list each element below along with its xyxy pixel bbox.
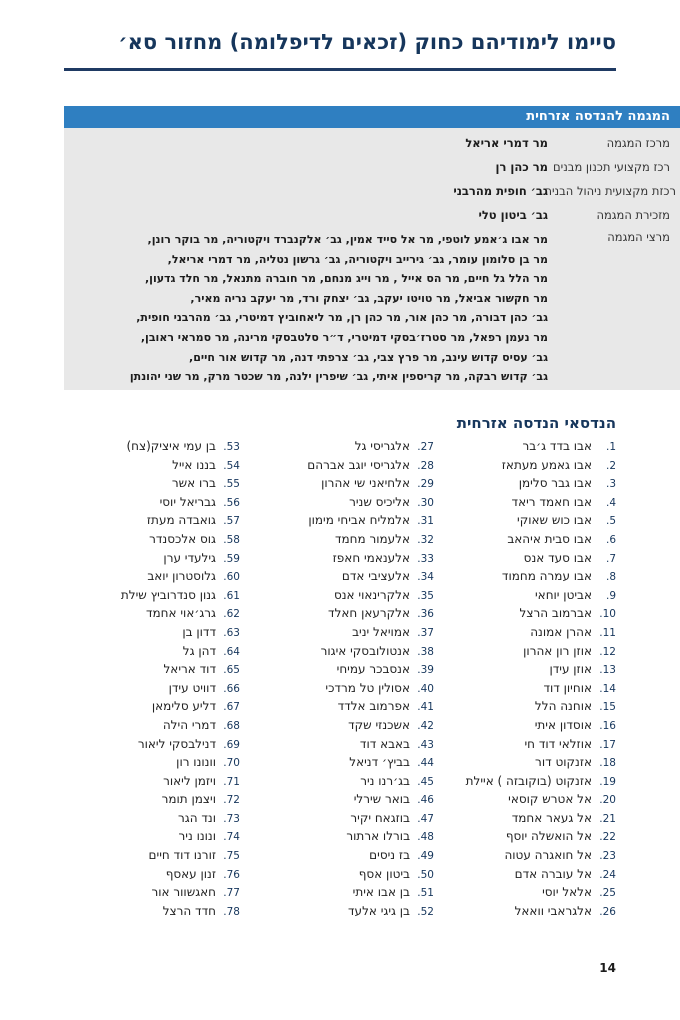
- lecturers-line: מר נעמן רפאל, מר סטרז׳בסקי דמיטרי, ד״ר סלטבסקי מרינה, מר סמראי ראובן,: [140, 330, 548, 344]
- graduate-name: אמויאל יניב: [352, 624, 410, 639]
- graduate-list-item: [90, 642, 240, 661]
- graduate-name: אלמליח אביחי מימון: [308, 513, 410, 528]
- graduate-number: 18.: [599, 757, 616, 770]
- graduate-name: גילעדי ערן: [163, 550, 216, 565]
- graduate-list-item: [90, 567, 240, 586]
- graduate-number: 48.: [417, 831, 434, 844]
- graduate-name: בואר שירלי: [353, 792, 410, 807]
- graduate-number: 33.: [417, 552, 434, 565]
- graduate-list-item: [284, 474, 434, 493]
- staff-name: גב׳ ביטון טלי: [478, 208, 548, 222]
- graduate-name: אהרן אמונה: [530, 624, 592, 639]
- graduate-name: אלעמור מחמד: [334, 531, 410, 546]
- graduate-number: 43.: [417, 738, 434, 751]
- graduate-number: 28.: [417, 459, 434, 472]
- graduate-name: אלגריסי גל: [354, 439, 410, 453]
- graduate-name: אבו סעד אנס: [523, 550, 592, 565]
- graduate-name: ביטון אסף: [358, 866, 410, 881]
- graduate-list-item: [90, 511, 240, 530]
- graduate-list-item: [90, 530, 240, 549]
- graduate-list-item: [466, 474, 616, 493]
- page-title: סיימו לימודיהם כחוק (זכאים לדיפלומה) מחזור סא׳: [118, 30, 616, 54]
- graduate-number: 45.: [417, 775, 434, 788]
- graduate-name: אשכנזי שקד: [348, 717, 410, 732]
- graduate-list-item: [90, 753, 240, 772]
- graduate-list-item: [466, 456, 616, 475]
- graduate-list-item: [90, 456, 240, 475]
- graduate-name: אל הואשלה יוסף: [505, 829, 592, 844]
- graduate-name: גנון סנדרוביץ שילת: [120, 587, 216, 602]
- title-divider: [64, 68, 616, 71]
- graduate-list-item: [90, 827, 240, 846]
- graduate-name: גואבדה מעתז: [146, 513, 216, 528]
- staff-role: רכז מקצועי תכנון מבנים: [553, 160, 670, 174]
- graduate-number: 23.: [599, 850, 616, 863]
- graduate-name: בוזגאח יקיר: [350, 810, 410, 825]
- graduate-list-item: [466, 623, 616, 642]
- graduate-number: 1.: [605, 441, 616, 453]
- graduate-list-item: [466, 549, 616, 568]
- graduate-name: בן עמי איציק(צח): [126, 439, 216, 453]
- graduate-number: 74.: [223, 831, 240, 844]
- staff-role: מרכז המגמה: [606, 136, 670, 150]
- graduate-list-item: [284, 604, 434, 623]
- graduate-list-item: [284, 642, 434, 661]
- graduate-number: 25.: [599, 887, 616, 900]
- graduate-name: אבו כוש שאוקי: [517, 513, 592, 528]
- graduate-number: 68.: [223, 719, 240, 732]
- graduate-number: 47.: [417, 812, 434, 825]
- graduate-name: בננו אייל: [172, 457, 216, 472]
- graduates-column-3: [90, 437, 240, 920]
- lecturers-line: גב׳ כהן דבורה, מר כהן אור, מר כהן רן, מר ליאחוביץ דמיטרי, גב׳ מהרבני חופית,: [136, 311, 548, 325]
- graduate-name: אלעציבי אדם: [341, 569, 410, 584]
- graduate-number: 52.: [417, 905, 434, 918]
- graduate-number: 63.: [223, 626, 240, 639]
- graduate-number: 16.: [599, 719, 616, 732]
- graduate-name: אוזן רון אהרון: [523, 643, 592, 658]
- graduate-name: ויצמן תומר: [161, 792, 216, 807]
- graduate-number: 71.: [223, 775, 240, 788]
- graduate-name: אלגראבי וואאל: [514, 903, 592, 918]
- graduates-column-2: [284, 437, 434, 920]
- graduate-number: 38.: [417, 645, 434, 658]
- graduate-name: חדד הרצל: [162, 903, 216, 918]
- graduate-list-item: [466, 511, 616, 530]
- graduate-list-item: [90, 902, 240, 921]
- graduate-list-item: [284, 716, 434, 735]
- graduate-list-item: [466, 679, 616, 698]
- graduate-name: אלקרעאן חאלד: [328, 606, 410, 621]
- graduate-number: 7.: [605, 552, 616, 565]
- graduate-number: 14.: [599, 682, 616, 695]
- graduate-list-item: [284, 623, 434, 642]
- graduate-number: 70.: [223, 757, 240, 770]
- graduate-list-item: [90, 883, 240, 902]
- graduate-number: 9.: [605, 589, 616, 602]
- graduate-name: דדון בן: [182, 624, 216, 639]
- graduate-number: 69.: [223, 738, 240, 751]
- graduate-number: 77.: [223, 887, 240, 900]
- graduate-number: 35.: [417, 589, 434, 602]
- graduate-name: אוחנה הלל: [534, 699, 592, 714]
- graduate-name: בג׳רנו ניר: [360, 773, 410, 788]
- graduate-list-item: [284, 735, 434, 754]
- graduate-name: ויזמן ליאור: [163, 773, 216, 788]
- lecturers-line: מר חקשור אביאל, מר טויטו יעקב, גב׳ יצחק ורד, מר יעקב נריה מאיר,: [190, 291, 548, 305]
- graduate-name: אל געאר אחמד: [511, 810, 592, 825]
- graduate-list-item: [284, 586, 434, 605]
- graduate-list-item: [466, 586, 616, 605]
- graduate-list-item: [284, 549, 434, 568]
- graduate-list-item: [90, 735, 240, 754]
- graduate-list-item: [284, 437, 434, 456]
- graduate-list-item: [466, 642, 616, 661]
- graduate-name: אוחיון דוד: [543, 680, 592, 695]
- graduate-number: 53.: [223, 441, 240, 453]
- graduate-name: ונונו ניר: [178, 829, 216, 844]
- graduate-list-item: [466, 530, 616, 549]
- graduate-name: אוזן עידן: [549, 662, 592, 677]
- lecturers-list: [68, 230, 548, 387]
- graduate-list-item: [284, 660, 434, 679]
- graduates-column-1: [466, 437, 616, 920]
- graduate-number: 57.: [223, 515, 240, 528]
- graduate-name: גבריאל יוסי: [159, 494, 216, 509]
- graduate-number: 39.: [417, 664, 434, 677]
- graduate-number: 31.: [417, 515, 434, 528]
- graduate-number: 37.: [417, 626, 434, 639]
- graduate-list-item: [466, 604, 616, 623]
- graduate-name: אבו חאמד ריאד: [511, 494, 592, 509]
- staff-row-lecturers: [64, 230, 680, 390]
- graduate-number: 30.: [417, 496, 434, 509]
- graduate-number: 75.: [223, 850, 240, 863]
- graduate-list-item: [284, 567, 434, 586]
- graduate-name: זורנו דוד חיים: [148, 848, 216, 863]
- graduate-number: 42.: [417, 719, 434, 732]
- graduate-list-item: [284, 679, 434, 698]
- graduate-name: אנטולובסקי איגור: [320, 643, 410, 658]
- graduate-number: 44.: [417, 757, 434, 770]
- graduate-list-item: [466, 753, 616, 772]
- graduate-name: זנון עאסף: [165, 866, 216, 881]
- graduate-number: 46.: [417, 794, 434, 807]
- graduate-name: ברו אשר: [171, 476, 216, 491]
- graduate-list-item: [90, 716, 240, 735]
- graduate-list-item: [90, 474, 240, 493]
- graduate-number: 24.: [599, 868, 616, 881]
- graduate-name: אזנקוט דור: [535, 755, 592, 770]
- graduate-list-item: [466, 865, 616, 884]
- graduate-number: 29.: [417, 478, 434, 491]
- graduate-name: דנילבסקי ליאור: [137, 736, 216, 751]
- graduate-number: 78.: [223, 905, 240, 918]
- graduate-name: וונונו רון: [176, 755, 216, 770]
- graduate-name: אבו גבר סלימן: [518, 476, 592, 491]
- graduate-list-item: [284, 846, 434, 865]
- graduate-list-item: [284, 697, 434, 716]
- graduate-list-item: [90, 697, 240, 716]
- graduate-number: 19.: [599, 775, 616, 788]
- staff-name: מר דמרי אריאל: [465, 136, 548, 150]
- graduate-list-item: [466, 902, 616, 921]
- graduate-name: בביץ׳ דניאל: [349, 755, 410, 770]
- graduate-number: 62.: [223, 608, 240, 621]
- graduate-number: 6.: [605, 533, 616, 546]
- graduate-list-item: [90, 493, 240, 512]
- graduate-number: 66.: [223, 682, 240, 695]
- graduate-name: אוזלאי דוד חי: [524, 736, 592, 751]
- graduate-name: בן גיגי אלעד: [348, 903, 410, 918]
- graduate-list-item: [284, 753, 434, 772]
- graduate-name: אפרמוב אלדד: [337, 699, 410, 714]
- graduate-number: 41.: [417, 701, 434, 714]
- graduate-name: דמרי הילה: [162, 717, 216, 732]
- graduate-list-item: [90, 549, 240, 568]
- graduate-number: 72.: [223, 794, 240, 807]
- graduate-number: 54.: [223, 459, 240, 472]
- graduate-name: אלחיאני שי אהרון: [321, 476, 410, 491]
- graduate-name: דוד אריאל: [163, 662, 216, 677]
- graduate-name: אל עוברה אדם: [514, 866, 592, 881]
- department-staff-box: [64, 128, 680, 390]
- staff-name: גב׳ חופית מהרבני: [453, 184, 548, 198]
- graduate-number: 60.: [223, 571, 240, 584]
- graduate-name: דליע סלימאן: [151, 699, 216, 714]
- graduate-number: 13.: [599, 664, 616, 677]
- graduate-number: 10.: [599, 608, 616, 621]
- lecturers-line: גב׳ עסיס קדוש עינב, מר פרץ צבי, גב׳ צרפתי דנה, מר קדוש אור חיים,: [189, 350, 548, 364]
- graduate-name: אוסדון איתי: [534, 717, 592, 732]
- graduate-list-item: [90, 623, 240, 642]
- graduate-list-item: [284, 902, 434, 921]
- graduate-number: 4.: [605, 496, 616, 509]
- graduate-name: גוס אלכסנדר: [149, 531, 216, 546]
- graduate-number: 5.: [605, 515, 616, 528]
- staff-role: רכזת מקצועית ניהול הבניה: [544, 184, 676, 198]
- graduate-number: 22.: [599, 831, 616, 844]
- graduate-list-item: [284, 827, 434, 846]
- graduate-name: אליכיס שניר: [349, 494, 410, 509]
- graduate-number: 8.: [605, 571, 616, 584]
- graduate-name: אל אטרש קוסאי: [508, 792, 592, 807]
- graduate-number: 26.: [599, 905, 616, 918]
- graduate-name: אברמוב הרצל: [519, 606, 592, 621]
- graduate-list-item: [90, 790, 240, 809]
- staff-role: מזכירת המגמה: [596, 208, 670, 222]
- graduate-list-item: [284, 809, 434, 828]
- graduate-list-item: [466, 567, 616, 586]
- graduate-name: באבא דוד: [359, 736, 410, 751]
- graduate-list-item: [284, 493, 434, 512]
- graduate-list-item: [466, 827, 616, 846]
- graduate-list-item: [284, 865, 434, 884]
- graduate-list-item: [90, 679, 240, 698]
- graduate-number: 17.: [599, 738, 616, 751]
- graduate-list-item: [466, 790, 616, 809]
- graduate-number: 76.: [223, 868, 240, 881]
- graduate-number: 56.: [223, 496, 240, 509]
- graduate-name: אלענאמי חאפז: [332, 550, 410, 565]
- graduate-name: אבו עמרה מחמוד: [501, 569, 592, 584]
- graduate-number: 49.: [417, 850, 434, 863]
- graduate-number: 27.: [417, 441, 434, 453]
- graduate-list-item: [284, 772, 434, 791]
- graduate-name: אבו בדד ג׳בר: [522, 439, 592, 453]
- graduates-title: הנדסאי הנדסה אזרחית: [456, 414, 616, 432]
- graduate-list-item: [90, 846, 240, 865]
- graduate-list-item: [466, 437, 616, 456]
- graduate-number: 59.: [223, 552, 240, 565]
- graduate-list-item: [466, 716, 616, 735]
- graduate-list-item: [90, 772, 240, 791]
- graduate-number: 3.: [605, 478, 616, 491]
- lecturers-line: גב׳ קדוש רבקה, מר קריספין איתי, גב׳ שיפרין ילנה, מר שכטר מרק, מר שני יהונתן: [129, 370, 548, 384]
- graduate-number: 21.: [599, 812, 616, 825]
- graduate-name: בן אבו איתי: [352, 885, 410, 900]
- staff-name: מר כהן רן: [495, 160, 548, 174]
- graduate-number: 51.: [417, 887, 434, 900]
- graduate-list-item: [466, 846, 616, 865]
- graduate-number: 32.: [417, 533, 434, 546]
- graduate-name: גלוסטרון יואב: [147, 569, 216, 584]
- graduate-number: 58.: [223, 533, 240, 546]
- graduate-name: אזנקוט (בוקובזה ) איילת: [465, 773, 592, 788]
- graduate-name: דוויט עידן: [168, 680, 216, 695]
- graduate-name: אבו סבית איהאב: [507, 531, 592, 546]
- graduate-number: 2.: [605, 459, 616, 472]
- graduate-list-item: [90, 865, 240, 884]
- graduate-number: 12.: [599, 645, 616, 658]
- staff-role: מרצי המגמה: [607, 230, 670, 244]
- graduate-number: 15.: [599, 701, 616, 714]
- lecturers-line: מר בן סלומון עומר, גב׳ גירייב ויקטוריה, גב׳ גרשון נטליה, מר דמרי אריאל,: [167, 252, 548, 266]
- graduate-name: חאגשוור אור: [151, 885, 216, 900]
- graduate-number: 61.: [223, 589, 240, 602]
- graduate-name: אלקרינאוי אנס: [333, 587, 410, 602]
- graduate-name: אל חואגרה עטוה: [504, 848, 592, 863]
- graduate-list-item: [466, 809, 616, 828]
- graduate-number: 65.: [223, 664, 240, 677]
- graduate-list-item: [466, 697, 616, 716]
- graduate-name: דהן גל: [182, 643, 216, 658]
- lecturers-line: מר הלל גל חיים, מר הס אייל , מר וייג מנחם, מר חוברה מתנאל, מר חלד גדעון,: [145, 272, 548, 286]
- graduate-name: בז ניסים: [369, 848, 410, 863]
- graduate-list-item: [284, 511, 434, 530]
- graduate-number: 73.: [223, 812, 240, 825]
- graduate-list-item: [90, 604, 240, 623]
- graduate-name: אלאל יוסי: [542, 885, 592, 900]
- graduate-number: 20.: [599, 794, 616, 807]
- graduate-list-item: [284, 456, 434, 475]
- graduate-name: אסולין טל מרדכי: [325, 680, 410, 695]
- graduate-name: בורלו ארתור: [346, 829, 410, 844]
- graduate-list-item: [466, 493, 616, 512]
- graduate-number: 67.: [223, 701, 240, 714]
- graduate-list-item: [284, 790, 434, 809]
- graduate-number: 55.: [223, 478, 240, 491]
- graduate-list-item: [90, 809, 240, 828]
- graduate-number: 34.: [417, 571, 434, 584]
- graduate-name: אנסבכר עמיחי: [336, 662, 410, 677]
- graduate-list-item: [466, 772, 616, 791]
- graduate-list-item: [466, 735, 616, 754]
- graduate-name: ונד הגר: [178, 810, 216, 825]
- graduate-name: גרג׳אוי אחמד: [145, 606, 216, 621]
- graduate-list-item: [284, 883, 434, 902]
- department-header: המגמה להנדסה אזרחית: [64, 106, 680, 128]
- graduate-number: 36.: [417, 608, 434, 621]
- graduate-number: 64.: [223, 645, 240, 658]
- graduate-number: 11.: [599, 626, 616, 639]
- lecturers-line: מר אבו ג׳אמע לוטפי, מר אל סייד אמין, גב׳ אלקנברד ויקטוריה, מר בוקר רונן,: [147, 233, 548, 246]
- graduate-list-item: [284, 530, 434, 549]
- graduate-list-item: [90, 660, 240, 679]
- graduate-name: אביטן יוחאי: [534, 587, 592, 602]
- page-number: 14: [599, 961, 616, 975]
- graduate-name: אלגריסי יוגב אברהם: [307, 457, 410, 472]
- graduate-list-item: [90, 437, 240, 456]
- graduate-name: אבו גאמע מעתאז: [501, 457, 592, 472]
- graduate-list-item: [466, 883, 616, 902]
- graduate-number: 40.: [417, 682, 434, 695]
- graduate-list-item: [90, 586, 240, 605]
- graduate-list-item: [466, 660, 616, 679]
- graduate-number: 50.: [417, 868, 434, 881]
